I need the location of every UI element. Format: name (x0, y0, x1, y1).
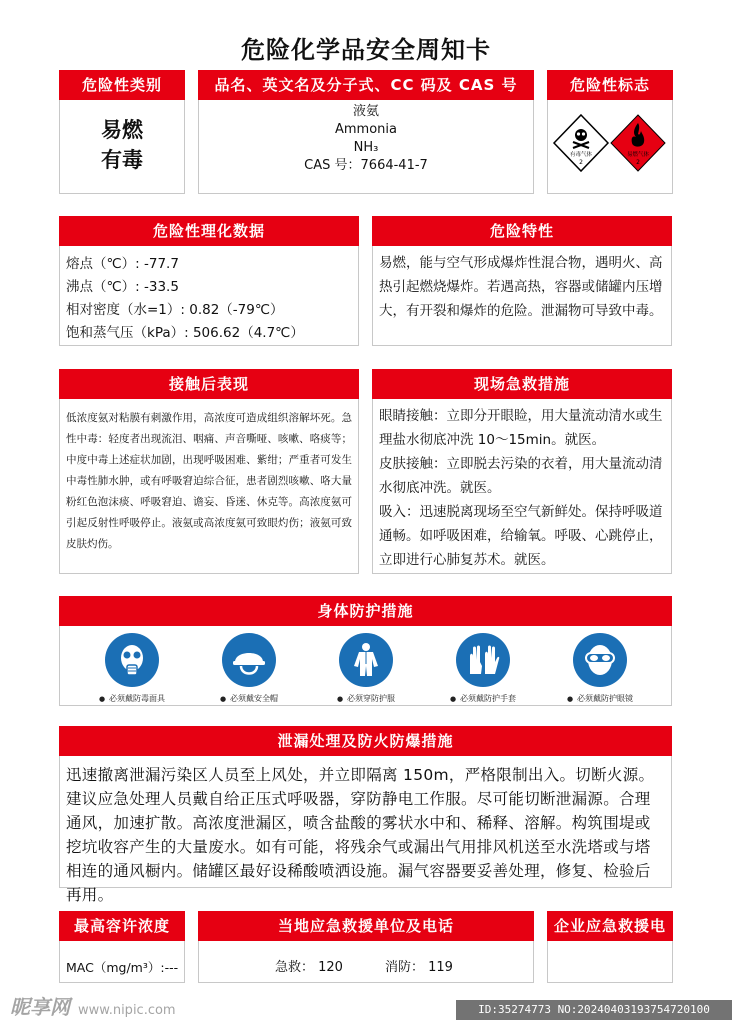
company-emergency-header: 企业应急救援电话 (547, 911, 673, 941)
hard-hat-icon (229, 640, 269, 680)
watermark-url: www.nipic.com (78, 1003, 176, 1018)
ppe-label: ● 必须戴防护手套 (433, 693, 533, 704)
goggles-icon (580, 640, 620, 680)
ppe-item-goggles (550, 633, 650, 704)
ppe-label: ● 必须戴防护眼镜 (550, 693, 650, 704)
ppe-label: ● 必须戴安全帽 (199, 693, 299, 704)
symptoms-box (59, 369, 359, 574)
hazard-props-text: 易燃，能与空气形成爆炸性混合物，遇明火、高热引起燃烧爆炸。若遇高热，容器或储罐内压增大，有开裂和爆炸的危险。泄漏物可导致中毒。 (379, 255, 663, 319)
protective-suit-icon (346, 640, 386, 680)
image-id-bar: ID:35274773 NO:20240403193754720100 (456, 1000, 732, 1020)
hazard-props-box (372, 216, 672, 346)
chemical-name-cn: 液氨 (352, 104, 379, 119)
ppe-item-gloves (433, 633, 533, 704)
toxic-gas-class: 2 (579, 159, 583, 166)
watermark (10, 991, 176, 1020)
hazard-class-line: 易燃 (101, 118, 143, 142)
flammable-gas-class: 2 (636, 159, 640, 166)
mac-header: 最高容许浓度 (59, 911, 185, 941)
flammable-gas-label: 易燃气体 (626, 152, 650, 158)
boiling-point: 沸点（℃）: -33.5 (66, 279, 179, 295)
chemical-name-en: Ammonia (335, 122, 397, 137)
ppe-item-protective-suit (316, 633, 416, 704)
mac-value: MAC（mg/m³）:--- (66, 960, 179, 975)
ppe-item-hard-hat (199, 633, 299, 704)
identity-box (198, 70, 534, 194)
watermark-brand: 昵享网 (10, 995, 70, 1019)
ppe-label: ● 必须穿防护服 (316, 693, 416, 704)
hazard-signs-graphic (552, 113, 668, 177)
vapor-pressure: 饱和蒸气压（kPa）: 506.62（4.7℃） (66, 325, 304, 341)
leak-box (59, 726, 672, 904)
hazard-signs-header: 危险性标志 (547, 70, 673, 100)
leak-text: 迅速撤离泄漏污染区人员至上风处，并立即隔离 150m，严格限制出入。切断火源。建议应急处理人员戴自给正压式呼吸器，穿防静电工作服。尽可能切断泄漏源。合理通风，加速扩散。高浓度泄漏区，喷含盐酸的雾状水中和、稀释、溶解。构筑围堤或挖坑收容产生的大量废水。如有可能，将残余气或漏出气用排风机送至水洗塔或与塔相连的通风橱内。储罐区最好设稀酸喷洒设施。漏气容器要妥善处理，修复、检验后再用。 (66, 766, 655, 904)
ppe-header: 身体防护措施 (59, 596, 672, 626)
company-emergency-box (547, 911, 673, 983)
local-emergency-header: 当地应急救援单位及电话 (198, 911, 534, 941)
cas-number: CAS 号：7664-41-7 (304, 158, 428, 173)
hazard-signs-box (547, 70, 673, 194)
physchem-header: 危险性理化数据 (59, 216, 359, 246)
chemical-formula: NH₃ (353, 140, 379, 155)
symptoms-header: 接触后表现 (59, 369, 359, 399)
hazard-class-header: 危险性类别 (59, 70, 185, 100)
hazard-class-box (59, 70, 185, 194)
gas-mask-icon (112, 640, 152, 680)
hazard-class-line: 有毒 (101, 148, 143, 172)
first-aid-inhalation: 吸入：迅速脱离现场至空气新鲜处。保持呼吸道通畅。如呼吸困难，给输氧。呼吸、心跳停止，立即进行心肺复苏术。就医。 (379, 504, 663, 568)
first-aid-box (372, 369, 672, 574)
physchem-box (59, 216, 359, 346)
leak-header: 泄漏处理及防火防爆措施 (59, 726, 672, 756)
page-title: 危险化学品安全周知卡 (241, 36, 491, 64)
first-aid-header: 现场急救措施 (372, 369, 672, 399)
ppe-box (59, 596, 672, 706)
fire-phone: 消防： 119 (385, 960, 453, 975)
symptoms-text: 低浓度氨对粘膜有刺激作用，高浓度可造成组织溶解坏死。急性中毒：轻度者出现流泪、咽痛、声音嘶哑、咳嗽、咯痰等；中度中毒上述症状加剧，出现呼吸困难、紫绀；严重者可发生中毒性肺水肿，或有呼吸窘迫综合征，患者剧烈咳嗽、咯大量粉红色泡沫痰、呼吸窘迫、谵妄、昏迷、休克等。高浓度氨可引起反射性呼吸停止。液氨或高浓度氨可致眼灼伤；液氨可致皮肤灼伤。 (66, 412, 352, 550)
toxic-gas-label: 有毒气体 (569, 152, 593, 158)
first-aid-skin: 皮肤接触：立即脱去污染的衣着，用大量流动清水彻底冲洗。就医。 (379, 456, 663, 496)
melting-point: 熔点（℃）: -77.7 (66, 256, 179, 272)
gloves-icon (463, 640, 503, 680)
first-aid-phone: 急救： 120 (275, 960, 343, 975)
toxic-gas-diamond-icon (554, 115, 608, 171)
first-aid-eye: 眼睛接触：立即分开眼睑，用大量流动清水或生理盐水彻底冲洗 10～15min。就医。 (379, 408, 663, 448)
relative-density: 相对密度（水=1）: 0.82（-79℃） (66, 302, 284, 318)
mac-box (59, 911, 185, 983)
ppe-label: ● 必须戴防毒面具 (82, 693, 182, 704)
local-emergency-box (198, 911, 534, 983)
flammable-gas-diamond-icon (611, 115, 665, 171)
ppe-item-gas-mask (82, 633, 182, 704)
identity-header: 品名、英文名及分子式、CC 码及 CAS 号 (198, 70, 534, 100)
hazard-props-header: 危险特性 (372, 216, 672, 246)
